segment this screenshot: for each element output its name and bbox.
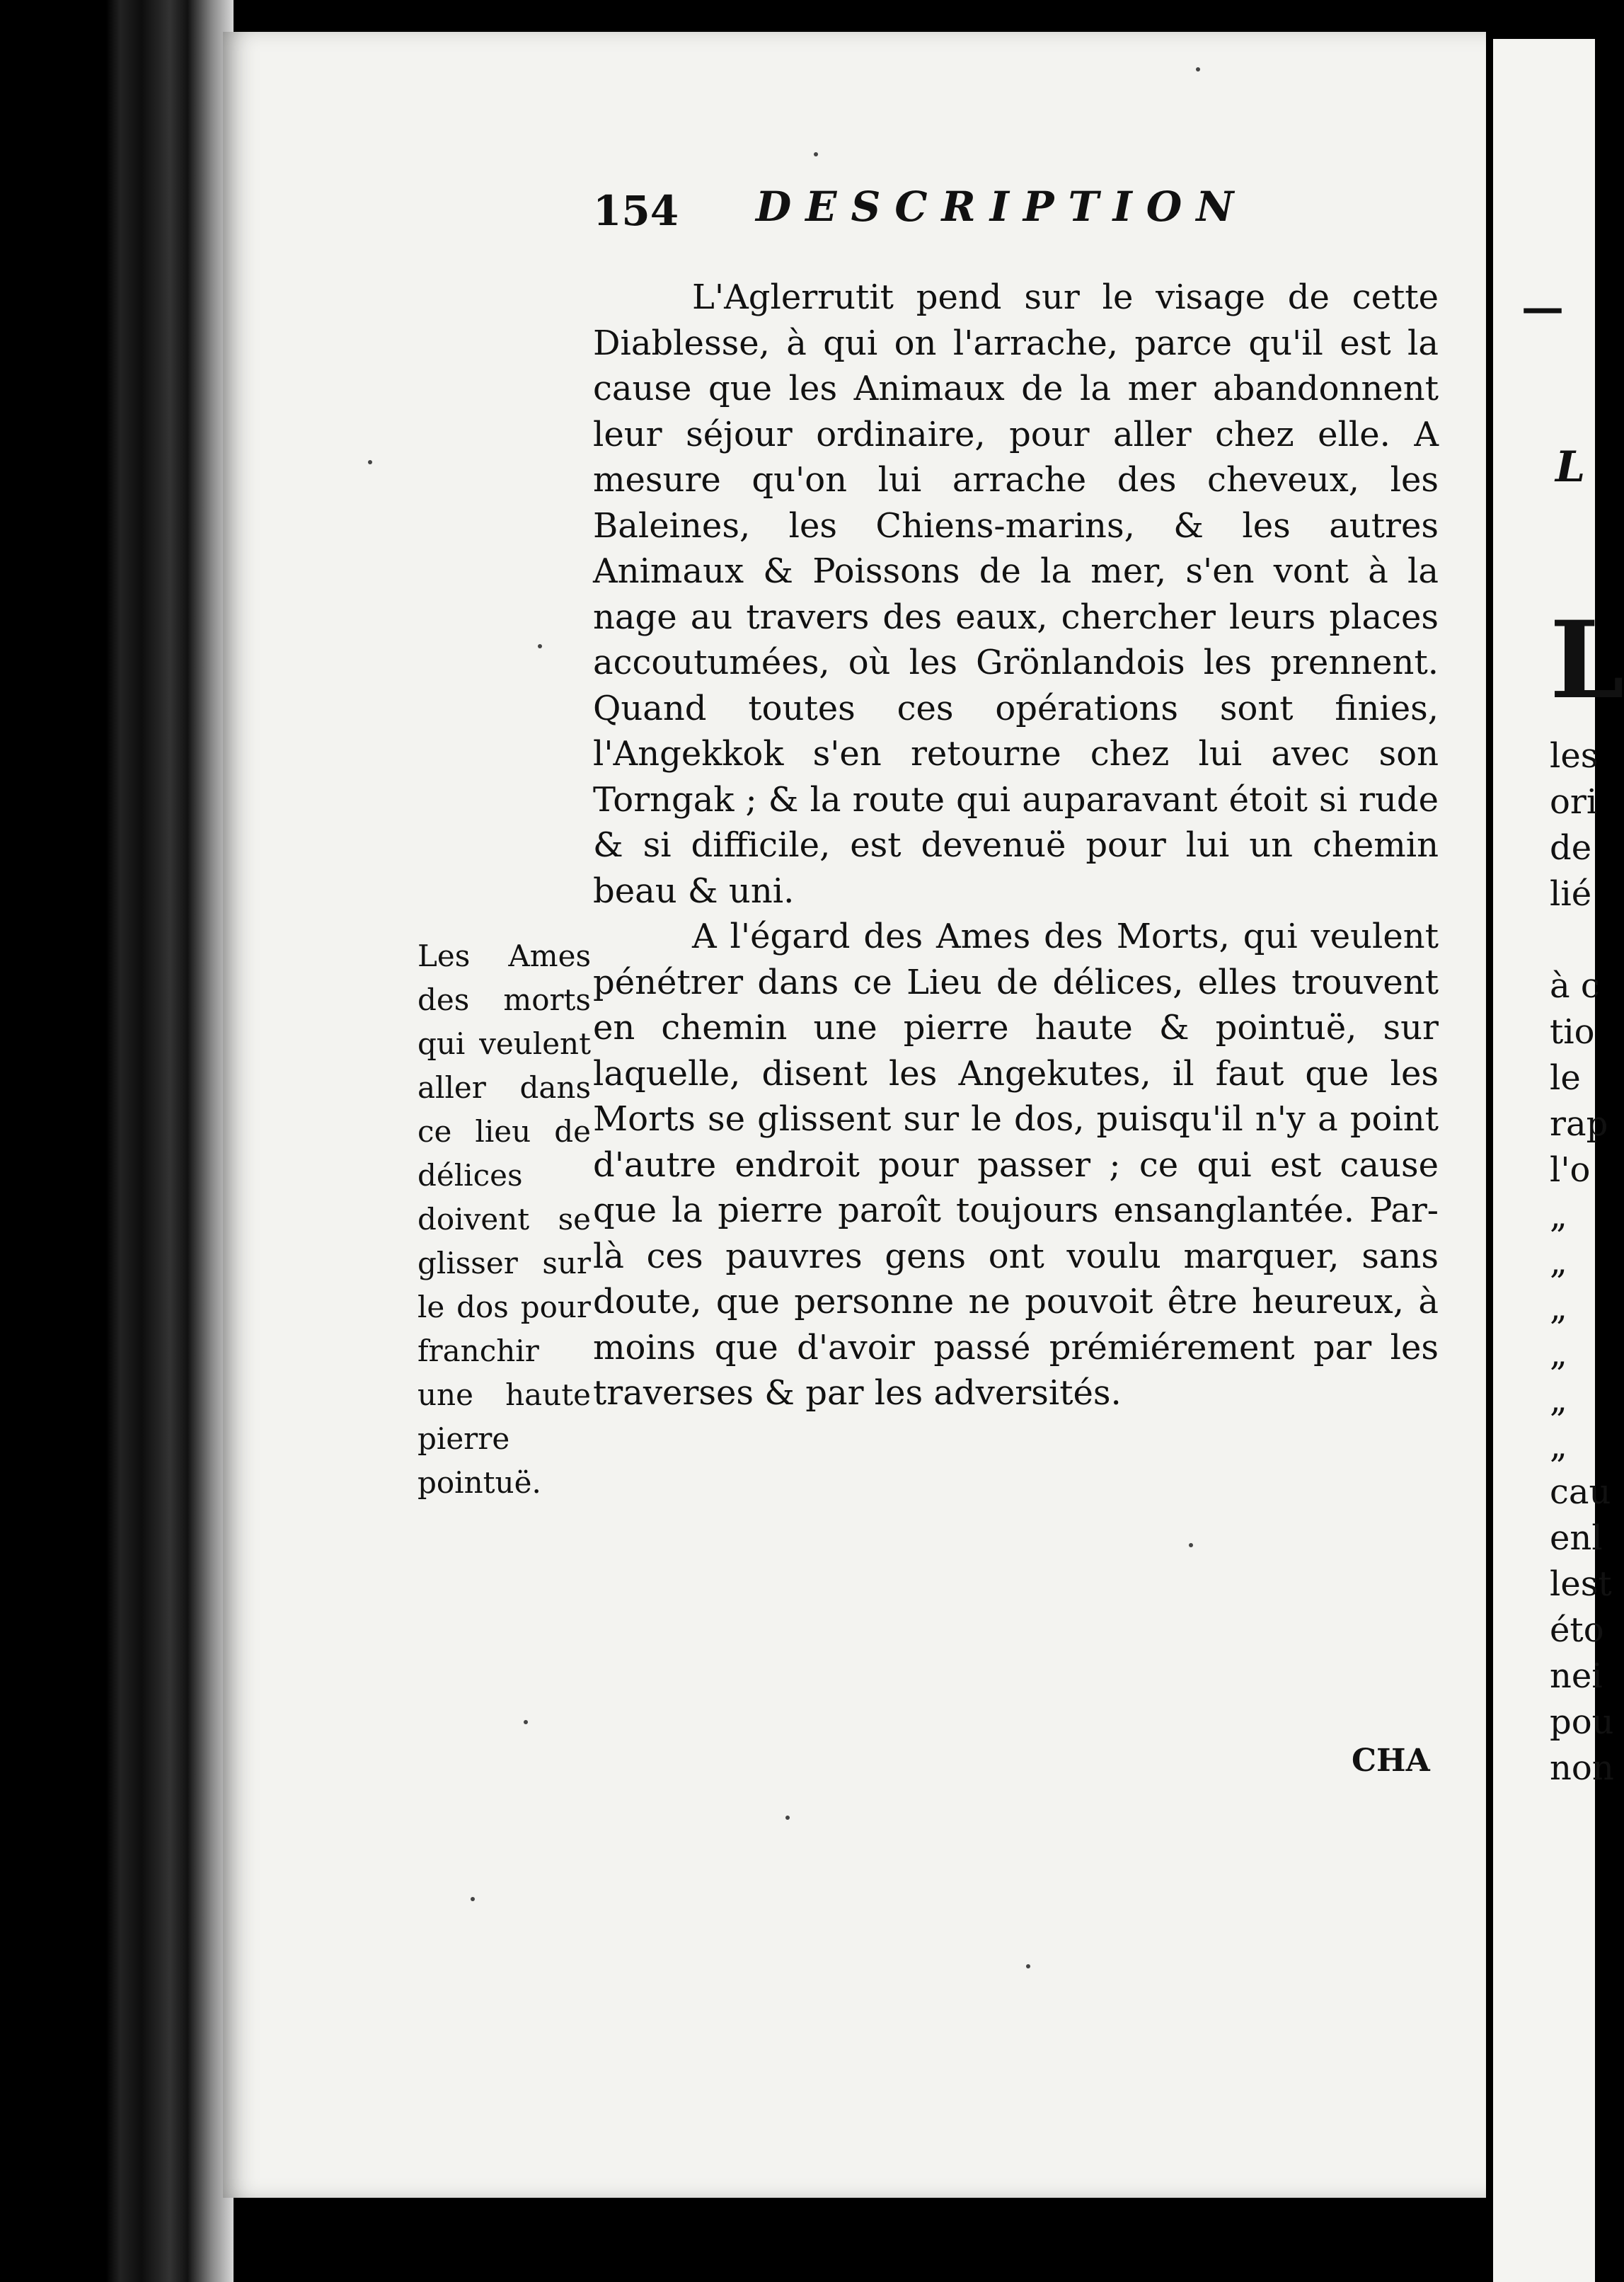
paragraph-2: A l'égard des Ames des Morts, qui veulent pénétrer dans ce Lieu de délices, elles trouvent en chemin une pierre haute & pointuë, sur laquelle, disent les Angekutes, il faut que les Morts se glissent sur le dos, puisqu'il n'y a point d'autre endroit pour passer ; ce qui est cause que la pierre paroît toujours ensanglantée. Par-là ces pauvres gens ont voulu marquer, sans doute, que personne ne pouvoit être heureux, à moins que d'avoir passé prémiérement par les traverses & par les adversités. — [593, 917, 1439, 1413]
facing-page — [1493, 39, 1624, 2282]
facing-fragment: le — [1550, 1058, 1581, 1098]
facing-fragment: — — [1521, 283, 1564, 333]
facing-fragment: rap — [1550, 1104, 1608, 1144]
facing-fragment: à c — [1550, 966, 1600, 1006]
scan-speck — [814, 152, 818, 156]
facing-fragment: l'o — [1550, 1150, 1591, 1190]
scan-speck — [1189, 1543, 1193, 1547]
facing-fragment: „ — [1550, 1196, 1567, 1236]
facing-fragment: „ — [1550, 1380, 1567, 1420]
facing-fragment: pou — [1550, 1702, 1614, 1742]
facing-fragment: de — [1550, 828, 1592, 868]
facing-fragment: L — [1555, 442, 1586, 492]
facing-fragment: les — [1550, 736, 1599, 776]
scan-speck — [368, 460, 372, 464]
margin-note: Les Ames des morts qui veulent aller dans ce lieu de délices doivent se glisser sur le dos pour franchir une haute pierre pointuë. — [417, 939, 591, 1500]
facing-fragment: nei — [1550, 1656, 1603, 1696]
facing-fragment: non — [1550, 1748, 1614, 1788]
scan-speck — [785, 1816, 790, 1820]
facing-fragment: tio — [1550, 1012, 1595, 1052]
facing-fragment: cau — [1550, 1472, 1611, 1512]
facing-fragment: éto — [1550, 1610, 1604, 1650]
page-header — [593, 183, 1329, 246]
running-title: DESCRIPTION — [756, 183, 1248, 231]
facing-fragment: lié — [1550, 874, 1592, 914]
scan-speck — [538, 644, 542, 648]
facing-fragment: lest — [1550, 1564, 1612, 1604]
scan-speck — [524, 1720, 528, 1724]
facing-fragment: L — [1550, 598, 1624, 723]
facing-fragment: „ — [1550, 1426, 1567, 1466]
scan-speck — [471, 1897, 475, 1901]
book-spine — [0, 0, 234, 2282]
catchword: CHA — [1352, 1743, 1430, 1779]
paragraph-1: L'Aglerrutit pend sur le visage de cette Diablesse, à qui on l'arrache, parce qu'il est la cause que les Animaux de la mer abandonnent leur séjour ordinaire, pour aller chez elle. A mesure qu'on lui arrache des cheveux, les Baleines, les Chiens-marins, & les autres Animaux & Poissons de la mer, s'en vont à la nage au travers des eaux, chercher leurs places accoutumées, où les Grönlandois les prennent. Quand toutes ces opérations sont finies, l'Angekkok s'en retourne chez lui avec son Torngak ; & la route qui auparavant étoit si rude & si difficile, est devenuë pour lui un chemin beau & uni. — [593, 277, 1439, 911]
page-number: 154 — [593, 187, 679, 235]
body-text — [593, 275, 1439, 1416]
scan-speck — [1026, 1964, 1030, 1968]
facing-fragment: „ — [1550, 1288, 1567, 1328]
facing-fragment: enl — [1550, 1518, 1603, 1558]
facing-fragment: „ — [1550, 1334, 1567, 1374]
facing-fragment: ori — [1550, 782, 1598, 822]
facing-fragment: „ — [1550, 1242, 1567, 1282]
scan-speck — [1196, 67, 1200, 71]
